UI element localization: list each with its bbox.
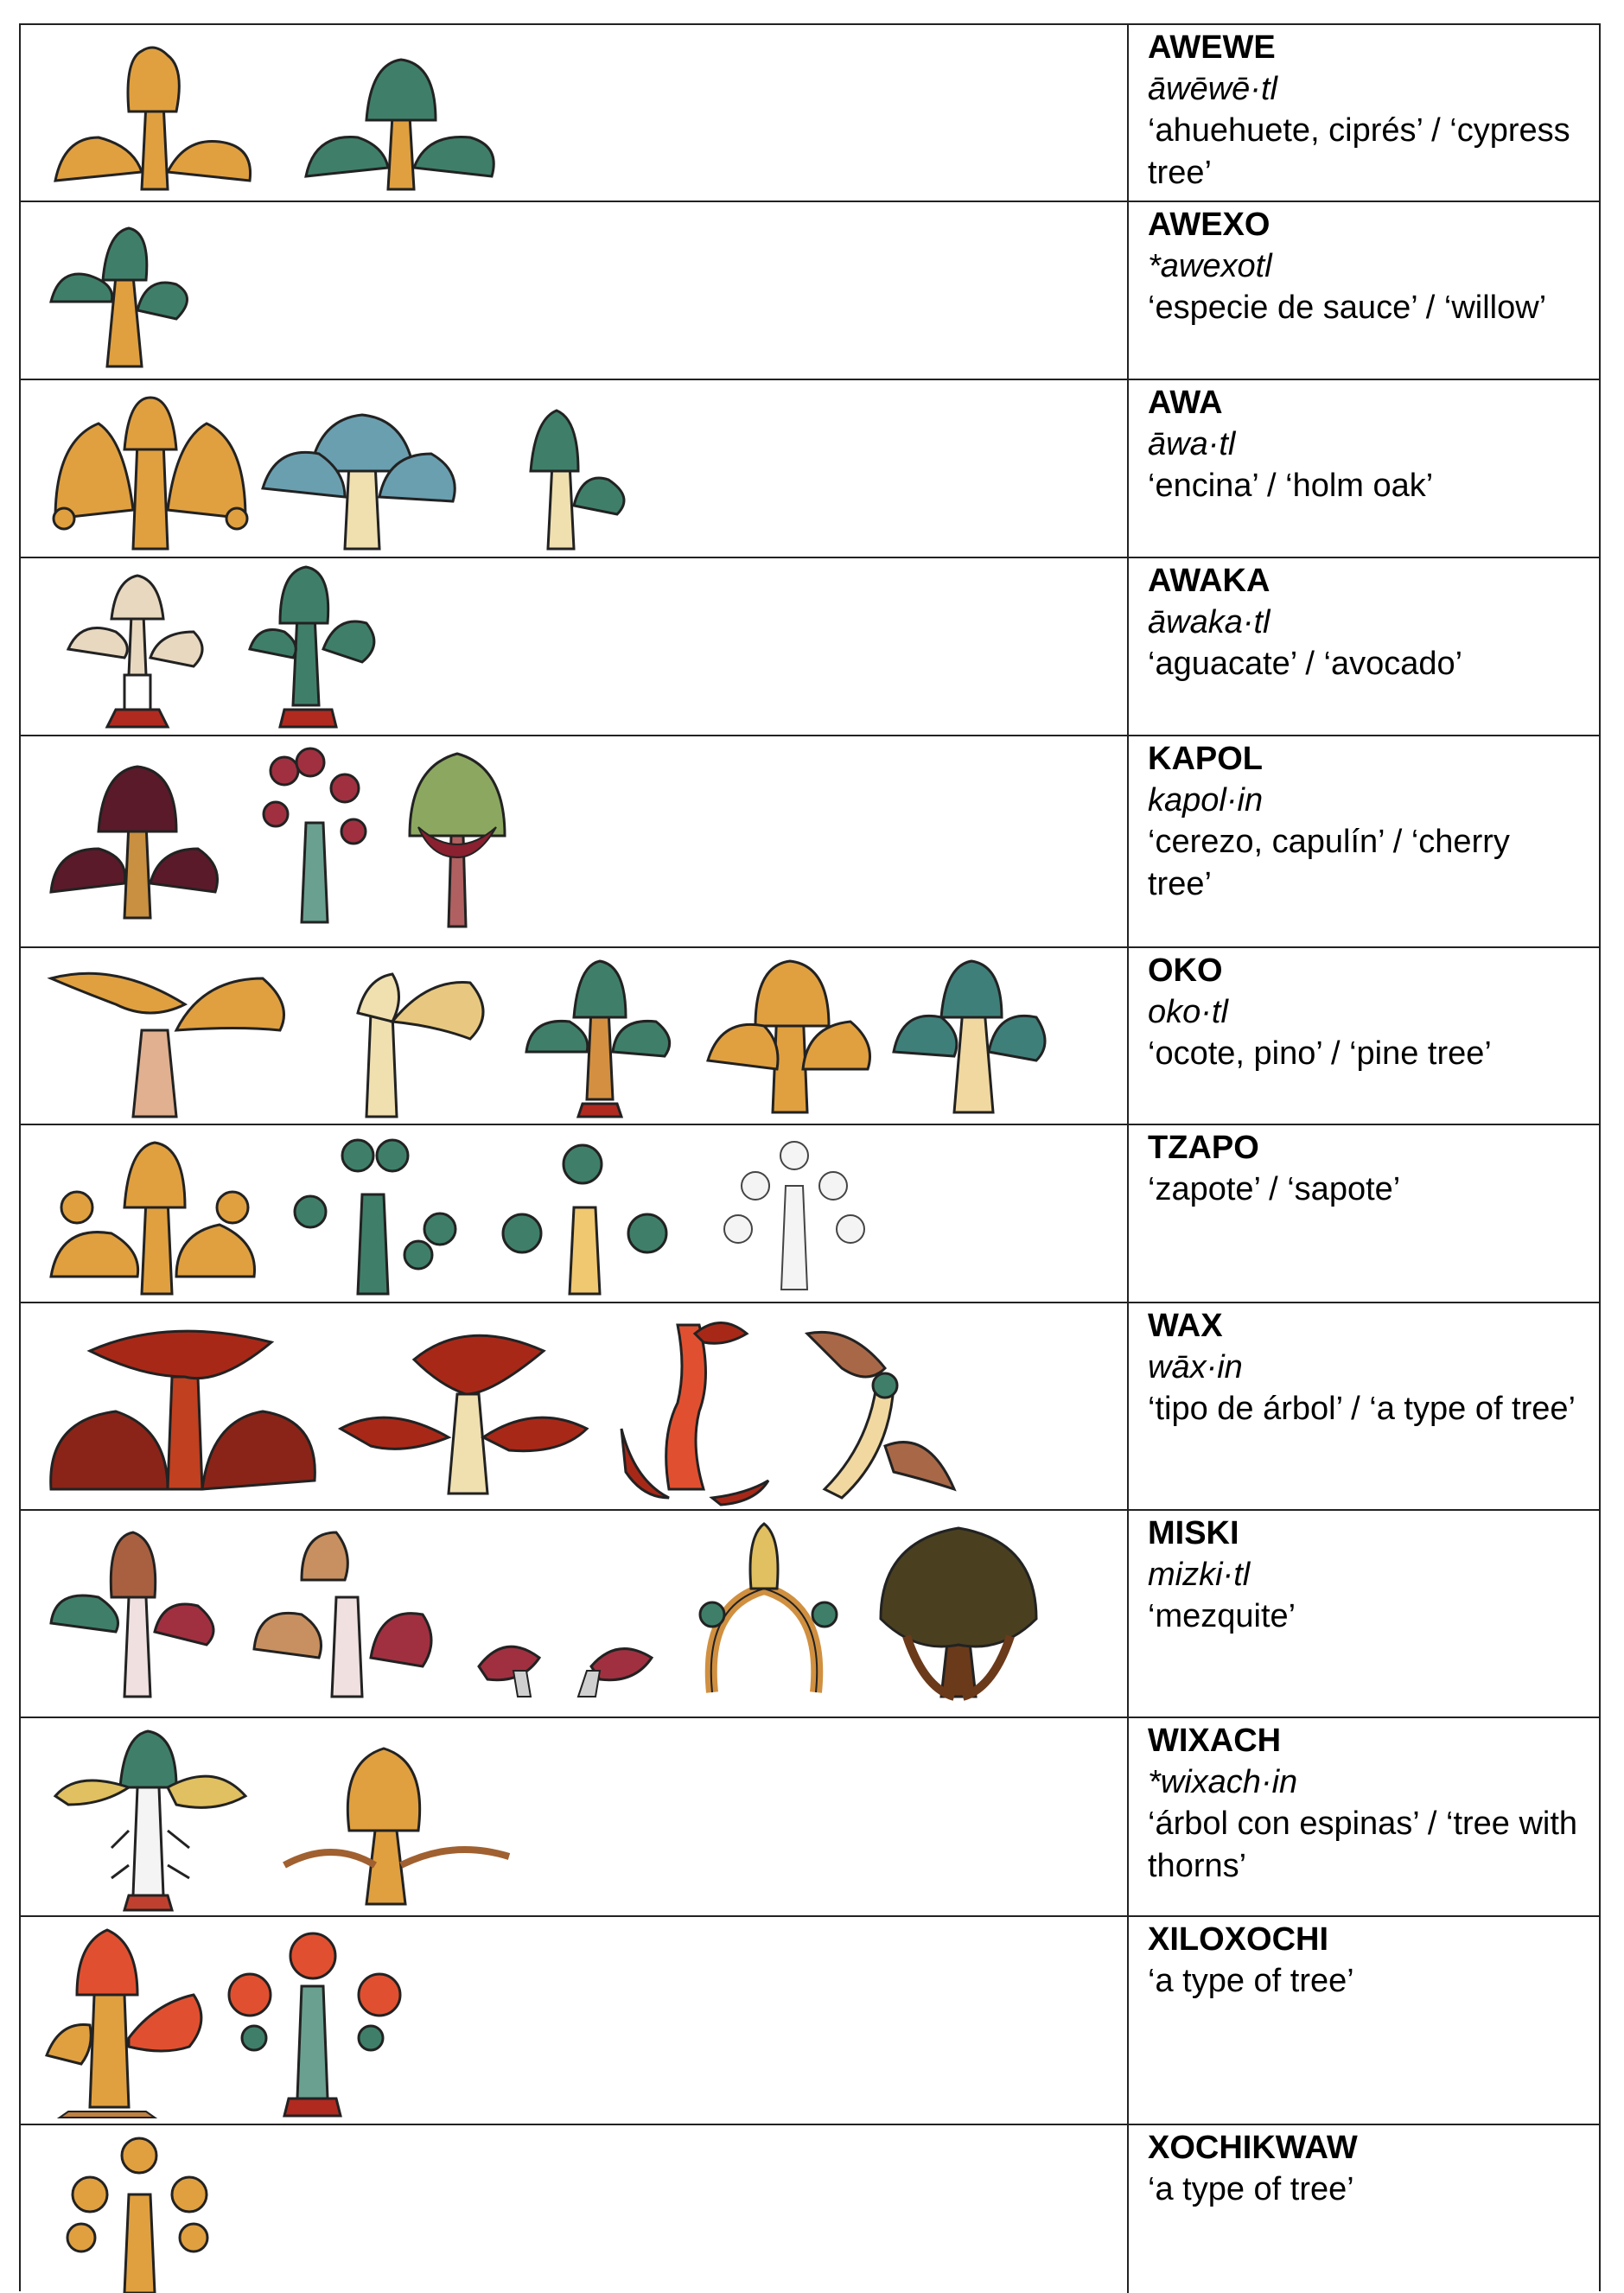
tree-glyph-icon	[47, 961, 297, 1121]
entry-text	[1129, 1511, 1599, 1717]
tree-glyph-icon	[280, 1744, 513, 1908]
entry-gloss: ‘cerezo, capulín’ / ‘cherry tree’	[1148, 824, 1510, 902]
entry-text	[1129, 1303, 1599, 1509]
entry-term: AWEWE	[1148, 29, 1276, 66]
entry-text	[1129, 25, 1599, 201]
entry-form: wāx·in	[1148, 1349, 1243, 1385]
glyph-images	[21, 948, 1129, 1124]
tree-glyph-icon	[47, 762, 228, 922]
tree-glyph-icon	[297, 47, 505, 198]
tree-glyph-icon	[336, 1316, 595, 1502]
entry-term: OKO	[1148, 952, 1223, 989]
entry-text	[1129, 1125, 1599, 1302]
entry-gloss: ‘tipo de árbol’ / ‘a type of tree’	[1148, 1391, 1576, 1427]
entry-form: *awexotl	[1148, 248, 1272, 284]
entry-gloss: ‘a type of tree’	[1148, 1963, 1354, 1999]
entry-gloss: ‘árbol con espinas’ / ‘tree with thorns’	[1148, 1806, 1578, 1884]
entry-form: āwa·tl	[1148, 426, 1236, 462]
entry-form: āwaka·tl	[1148, 604, 1271, 640]
tree-glyph-icon	[250, 745, 379, 927]
tree-glyph-icon	[401, 749, 513, 931]
glyph-images	[21, 1718, 1129, 1915]
table-row	[21, 202, 1599, 380]
tree-glyph-icon	[889, 957, 1054, 1121]
glyph-images	[21, 736, 1129, 946]
glyph-images	[21, 1125, 1129, 1302]
tree-glyph-icon	[250, 1528, 440, 1701]
glyph-images	[21, 1511, 1129, 1717]
glyph-images	[21, 25, 1129, 201]
entry-text	[1129, 2125, 1599, 2293]
tree-glyph-icon	[505, 393, 643, 553]
entry-form: oko·tl	[1148, 994, 1228, 1030]
entry-term: AWEXO	[1148, 207, 1271, 243]
tree-glyph-icon	[678, 1519, 850, 1701]
entry-term: WAX	[1148, 1308, 1223, 1344]
tree-glyph-icon	[289, 1134, 462, 1298]
tree-glyph-icon	[51, 1727, 250, 1913]
entry-form: āwēwē·tl	[1148, 71, 1277, 107]
entry-text	[1129, 202, 1599, 379]
glyph-images	[21, 380, 1129, 557]
entry-term: AWAKA	[1148, 563, 1271, 599]
entry-text	[1129, 1917, 1599, 2124]
entry-gloss: ‘ocote, pino’ / ‘pine tree’	[1148, 1035, 1492, 1072]
entry-form: kapol·in	[1148, 782, 1264, 818]
entry-term: WIXACH	[1148, 1723, 1282, 1759]
tree-glyph-icon	[712, 1134, 876, 1298]
glyph-images	[21, 1917, 1129, 2124]
tree-glyph-icon	[47, 389, 254, 553]
table-row	[21, 1917, 1599, 2125]
table-row	[21, 2125, 1599, 2293]
entry-gloss: ‘encina’ / ‘holm oak’	[1148, 468, 1434, 504]
glyph-table	[19, 23, 1601, 2291]
table-row	[21, 1718, 1599, 1917]
tree-glyph-icon	[64, 571, 211, 731]
tree-glyph-icon	[47, 1528, 228, 1701]
entry-text	[1129, 380, 1599, 557]
entry-term: XOCHIKWAW	[1148, 2130, 1358, 2166]
table-row	[21, 1303, 1599, 1511]
entry-text	[1129, 948, 1599, 1124]
entry-gloss: ‘especie de sauce’ / ‘willow’	[1148, 290, 1547, 326]
entry-term: KAPOL	[1148, 741, 1263, 777]
table-row	[21, 380, 1599, 558]
tree-glyph-icon	[42, 1926, 215, 2120]
table-row	[21, 1511, 1599, 1718]
glyph-images	[21, 202, 1129, 379]
tree-glyph-icon	[492, 1138, 682, 1298]
entry-gloss: ‘a type of tree’	[1148, 2171, 1354, 2207]
tree-glyph-icon	[799, 1316, 963, 1502]
tree-glyph-icon	[470, 1632, 557, 1697]
entry-gloss: ‘zapote’ / ‘sapote’	[1148, 1171, 1401, 1207]
entry-term: TZAPO	[1148, 1130, 1259, 1166]
entry-text	[1129, 736, 1599, 946]
tree-glyph-icon	[617, 1308, 773, 1506]
table-row	[21, 558, 1599, 736]
table-row	[21, 25, 1599, 202]
tree-glyph-icon	[704, 957, 876, 1121]
tree-glyph-icon	[47, 42, 263, 198]
tree-glyph-icon	[297, 961, 496, 1121]
tree-glyph-icon	[522, 957, 678, 1121]
table-row	[21, 1125, 1599, 1303]
entry-term: AWA	[1148, 385, 1223, 421]
tree-glyph-icon	[872, 1524, 1045, 1701]
tree-glyph-icon	[47, 1138, 263, 1298]
entry-form: mizki·tl	[1148, 1557, 1251, 1593]
tree-glyph-icon	[60, 2134, 215, 2293]
entry-text	[1129, 558, 1599, 735]
glyph-images	[21, 558, 1129, 735]
tree-glyph-icon	[47, 1316, 323, 1502]
tree-glyph-icon	[47, 215, 202, 371]
entry-gloss: ‘aguacate’ / ‘avocado’	[1148, 646, 1463, 682]
entry-text	[1129, 1718, 1599, 1915]
glyph-images	[21, 2125, 1129, 2293]
tree-glyph-icon	[258, 393, 466, 553]
table-row	[21, 736, 1599, 948]
tree-glyph-icon	[574, 1632, 660, 1697]
table-row	[21, 948, 1599, 1125]
entry-form: *wixach·in	[1148, 1764, 1298, 1800]
entry-gloss: ‘ahuehuete, ciprés’ / ‘cypress tree’	[1148, 112, 1570, 191]
tree-glyph-icon	[245, 563, 384, 731]
entry-term: XILOXOCHI	[1148, 1921, 1329, 1958]
entry-term: MISKI	[1148, 1515, 1239, 1551]
tree-glyph-icon	[220, 1926, 410, 2120]
entry-gloss: ‘mezquite’	[1148, 1598, 1296, 1634]
glyph-images	[21, 1303, 1129, 1509]
